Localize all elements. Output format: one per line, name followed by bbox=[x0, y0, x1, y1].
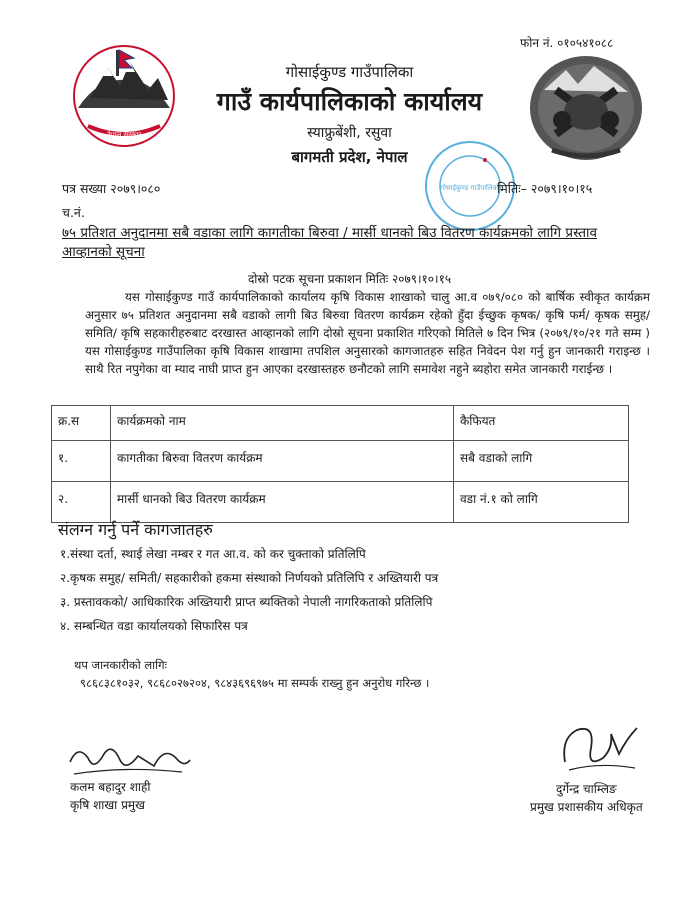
table-row bbox=[52, 482, 629, 523]
emblem-banner-text: नेपाल सरकार bbox=[106, 131, 142, 139]
program-table bbox=[51, 405, 629, 523]
right-signatory bbox=[530, 780, 643, 816]
letter-date: मितिः– २०७९।१०।१५ bbox=[497, 181, 593, 196]
contact-label: थप जानकारीको लागिः bbox=[74, 658, 167, 672]
enclosures-title: संलग्न गर्नु पर्ने कागजातहरु bbox=[58, 520, 213, 539]
left-signatory-name: कलम बहादुर शाही bbox=[70, 780, 151, 794]
left-signatory bbox=[70, 778, 151, 814]
list-item: ३. प्रस्तावकको/ आधिकारिक अख्तियारी प्राप्त ब्यक्तिको नेपाली नागरिकताको प्रतिलिपि bbox=[60, 595, 433, 609]
row-program-name: मार्सी धानको बिउ वितरण कार्यक्रम bbox=[111, 482, 454, 523]
row-remarks: सबै वडाको लागि bbox=[454, 441, 629, 482]
phone-number: फोन नं. ०१०५४१०८८ bbox=[520, 36, 614, 50]
right-signatory-title: प्रमुख प्रशासकीय अधिकृत bbox=[530, 800, 643, 814]
row-serial: २. bbox=[52, 482, 111, 523]
reference-number: पत्र सख्या २०७९।०८० bbox=[62, 181, 161, 196]
table-row bbox=[52, 441, 629, 482]
header-program-name: कार्यक्रमको नाम bbox=[111, 406, 454, 441]
enclosures-list bbox=[60, 542, 438, 638]
header-serial: क्र.स bbox=[52, 406, 111, 441]
row-program-name: कागतीका बिरुवा वितरण कार्यक्रम bbox=[111, 441, 454, 482]
row-remarks: वडा नं.१ को लागि bbox=[454, 482, 629, 523]
header-remarks: कैफियत bbox=[454, 406, 629, 441]
left-signatory-title: कृषि शाखा प्रमुख bbox=[70, 798, 145, 812]
red-dot-mark bbox=[483, 158, 487, 162]
list-item: ४. सम्बन्धित वडा कार्यालयको सिफारिस पत्र bbox=[60, 619, 248, 633]
org-name: गोसाईकुण्ड गाउँपालिका bbox=[285, 63, 414, 81]
contact-numbers: ९८६८३८१०३२, ९८६८०२७२०४, ९८४३६९६९७५ मा सम्पर्क राख्नु हुन अनुरोध गरिन्छ । bbox=[80, 676, 430, 690]
notice-body-text: यस गोसाईकुण्ड गाउँ कार्यपालिकाको कार्यालय कृषि विकास शाखाको चालु आ.व ०७९/०८० को बार्षिक स्वीकृत कार्यक्रम अनुसार ७५ प्रतिशत अनुदानमा सबै वडाको लागी बिउ बिरुवा वितरण कार्यक्रम रहेको हुँदा ईच्छुक कृषक/ कृषि फर्म/ कृषक समुह/ समिति/ कृषि सहकारीहरुबाट दरखास्त आव्हानको लागि दोस्रो सूचना प्रकाशित गरिएको मितिले ७ दिन भित्र (२०७९/१०/२१ गते सम्म ) यस गोसाईकुण्ड गाउँपालिका कृषि विकास शाखामा तपशिल अनुसारको कागजातहरु सहित निवेदन पेश गर्नु हुन जानकारी गराइन्छ । साथै रित नपुगेका वा म्याद नाघी प्राप्त हुन आएका दरखास्तहरु छनौटको लागि समावेश नहुने ब्यहोरा समेत जानकारी गराईन्छ । bbox=[85, 290, 650, 376]
office-location: स्याफ्रुबेंशी, रसुवा bbox=[307, 125, 392, 141]
table-header-row bbox=[52, 406, 629, 441]
list-item: १.संस्था दर्ता, स्थाई लेखा नम्बर र गत आ.व. को कर चुक्ताको प्रतिलिपि bbox=[60, 547, 366, 561]
right-signatory-name: दुर्गेन्द्र चाम्लिङ bbox=[556, 782, 617, 796]
stamp-text: गोसाईकुण्ड गाउँपालिका bbox=[440, 184, 500, 192]
list-item: २.कृषक समुह/ समिती/ सहकारीको हकमा संस्थाको निर्णयको प्रतिलिपि र अख्तियारी पत्र bbox=[60, 571, 439, 585]
publication-date: दोस्रो पटक सूचना प्रकाशन मितिः २०७९।१०।१५ bbox=[247, 272, 452, 286]
province-name: बागमती प्रदेश, नेपाल bbox=[291, 148, 408, 166]
contact-info bbox=[74, 656, 429, 692]
notice-body bbox=[85, 288, 650, 378]
notice-subject: ७५ प्रतिशत अनुदानमा सबै वडाका लागि कागतीका बिरुवा / मार्सी धानको बिउ वितरण कार्यक्रमको लागि प्रस्ताव आव्हानको सूचना bbox=[62, 225, 598, 260]
office-title: गाउँ कार्यपालिकाको कार्यालय bbox=[216, 87, 483, 116]
dispatch-number-label: च.नं. bbox=[62, 205, 85, 220]
right-signature bbox=[555, 718, 645, 780]
row-serial: १. bbox=[52, 441, 111, 482]
